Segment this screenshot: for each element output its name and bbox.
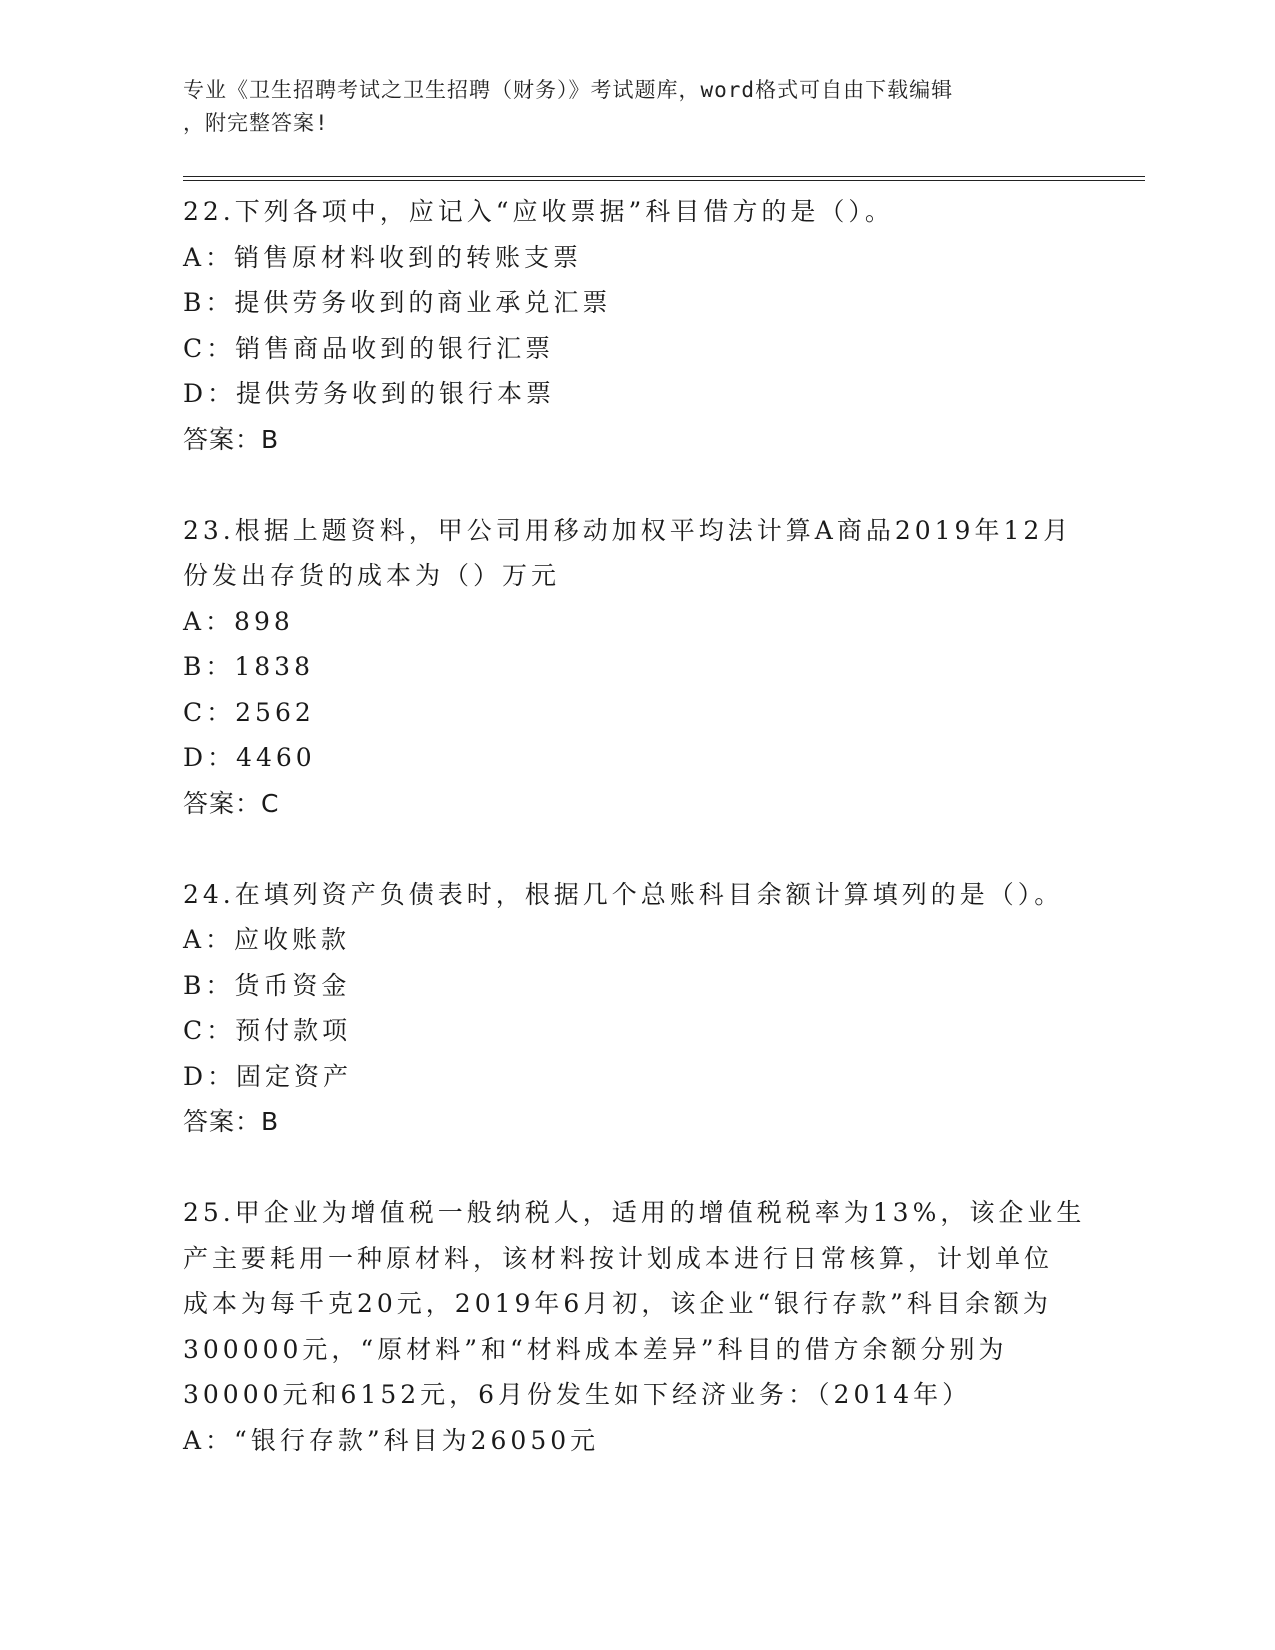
option-d: D：固定资产 <box>183 1061 353 1091</box>
header-divider-top <box>183 176 1145 177</box>
answer: 答案：B <box>183 424 280 454</box>
option-a: A：“银行存款”科目为26050元 <box>183 1425 600 1455</box>
question-stem-line-2: 产主要耗用一种原材料，该材料按计划成本进行日常核算，计划单位 <box>183 1243 1054 1273</box>
header-line-1: 专业《卫生招聘考试之卫生招聘（财务）》考试题库，word格式可自由下载编辑 <box>183 78 954 102</box>
option-c: C：2562 <box>183 697 315 727</box>
option-c: C：预付款项 <box>183 1016 352 1045</box>
question-stem-line-2: 份发出存货的成本为（）万元 <box>183 561 561 590</box>
option-b: B：货币资金 <box>183 970 351 1000</box>
option-a: A：销售原材料收到的转账支票 <box>183 242 583 272</box>
option-d: D：提供劳务收到的银行本票 <box>183 379 556 408</box>
question-stem-line-4: 300000元，“原材料”和“材料成本差异”科目的借方余额分别为 <box>183 1334 1008 1364</box>
answer: 答案：C <box>183 788 280 818</box>
header-divider-bottom <box>183 180 1145 181</box>
question-23 <box>183 508 1083 827</box>
question-stem-line-5: 30000元和6152元，6月份发生如下经济业务：（2014年） <box>183 1380 972 1409</box>
option-b: B：1838 <box>183 652 314 681</box>
option-a: A：898 <box>183 606 294 636</box>
option-a: A：应收账款 <box>183 925 351 954</box>
question-stem: 22.下列各项中，应记入“应收票据”科目借方的是（）。 <box>183 197 894 226</box>
question-list <box>183 189 1086 1463</box>
question-stem: 24.在填列资产负债表时，根据几个总账科目余额计算填列的是（）。 <box>183 879 1064 909</box>
question-stem-line-3: 成本为每千克20元，2019年6月初，该企业“银行存款”科目余额为 <box>183 1289 1052 1318</box>
header-line-2: ，附完整答案! <box>183 111 329 135</box>
option-d: D：4460 <box>183 743 316 772</box>
question-24 <box>183 872 1083 1145</box>
answer: 答案：B <box>183 1107 280 1136</box>
question-25 <box>183 1190 1086 1463</box>
document-header <box>183 74 1063 140</box>
question-stem-line-1: 25.甲企业为增值税一般纳税人，适用的增值税税率为13%，该企业生 <box>183 1198 1086 1227</box>
option-b: B：提供劳务收到的商业承兑汇票 <box>183 288 612 317</box>
option-c: C：销售商品收到的银行汇票 <box>183 333 555 363</box>
question-stem-line-1: 23.根据上题资料，甲公司用移动加权平均法计算A商品2019年12月 <box>183 515 1073 545</box>
question-22 <box>183 189 1083 462</box>
